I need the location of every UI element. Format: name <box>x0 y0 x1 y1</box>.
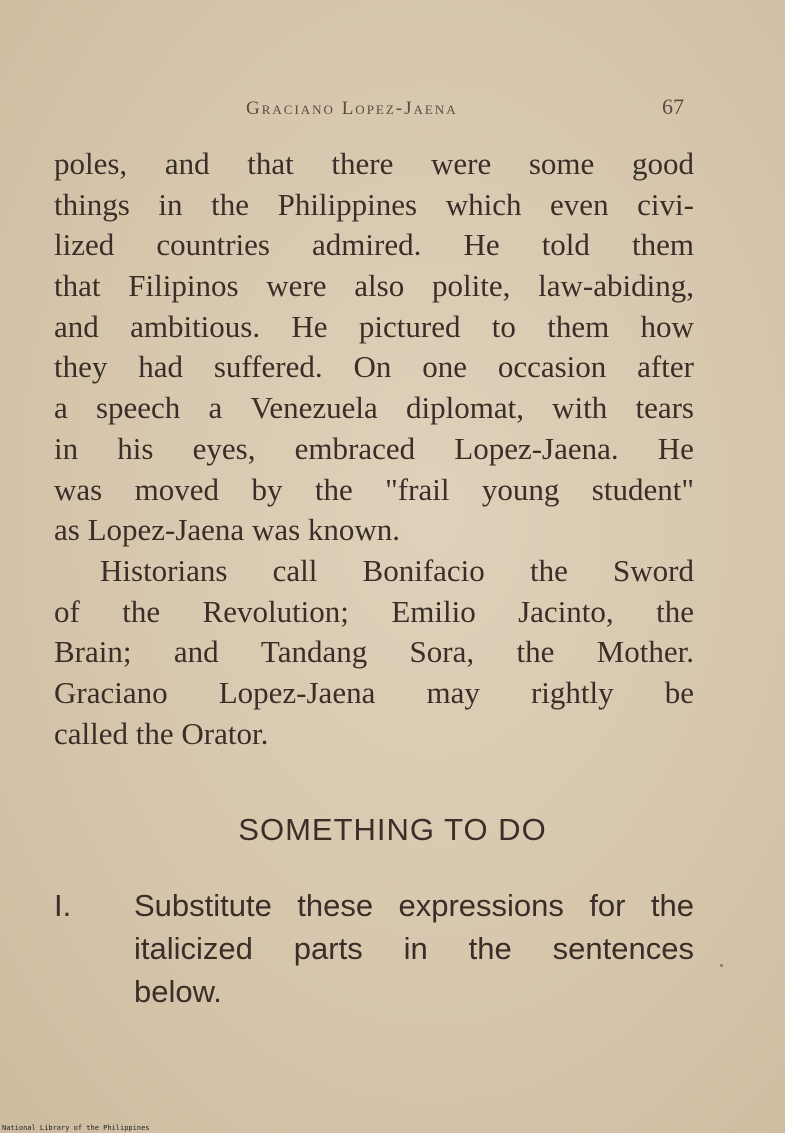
body-text <box>54 144 694 754</box>
exercise-line: below. <box>134 974 222 1009</box>
text-line: as Lopez-Jaena was known. <box>54 512 401 548</box>
page-number: 67 <box>662 94 684 119</box>
text-line: in his eyes, embraced Lopez-Jaena. He <box>54 430 694 466</box>
text-line: they had suffered. On one occasion after <box>54 349 694 385</box>
text-line: of the Revolution; Emilio Jacinto, the <box>54 593 694 629</box>
text-line: Brain; and Tandang Sora, the Mother. <box>54 634 694 670</box>
text-line: called the Orator. <box>54 715 269 751</box>
running-head <box>0 94 785 128</box>
text-line: Graciano Lopez-Jaena may rightly be <box>54 674 694 710</box>
text-line: that Filipinos were also polite, law-abiding, <box>54 268 694 304</box>
text-line: things in the Philippines which even civi- <box>54 186 694 222</box>
footer-credit: National Library of the Philippines <box>2 1124 150 1132</box>
paper-speck <box>720 964 723 967</box>
text-line: poles, and that there were some good <box>54 146 694 181</box>
exercise-line: italicized parts in the sentences <box>134 931 694 966</box>
text-line: lized countries admired. He told them <box>54 227 694 263</box>
running-title: Graciano Lopez-Jaena <box>246 98 458 119</box>
text-line: a speech a Venezuela diplomat, with tears <box>54 390 694 426</box>
exercise-text <box>134 884 694 1013</box>
text-line: and ambitious. He pictured to them how <box>54 308 694 344</box>
text-line: Historians call Bonifacio the Sword <box>100 552 694 588</box>
exercise-numeral: I. <box>54 888 72 923</box>
text-line: was moved by the "frail young student" <box>54 471 694 507</box>
section-heading: SOMETHING TO DO <box>238 812 547 847</box>
exercise-line: Substitute these expressions for the <box>134 888 694 923</box>
